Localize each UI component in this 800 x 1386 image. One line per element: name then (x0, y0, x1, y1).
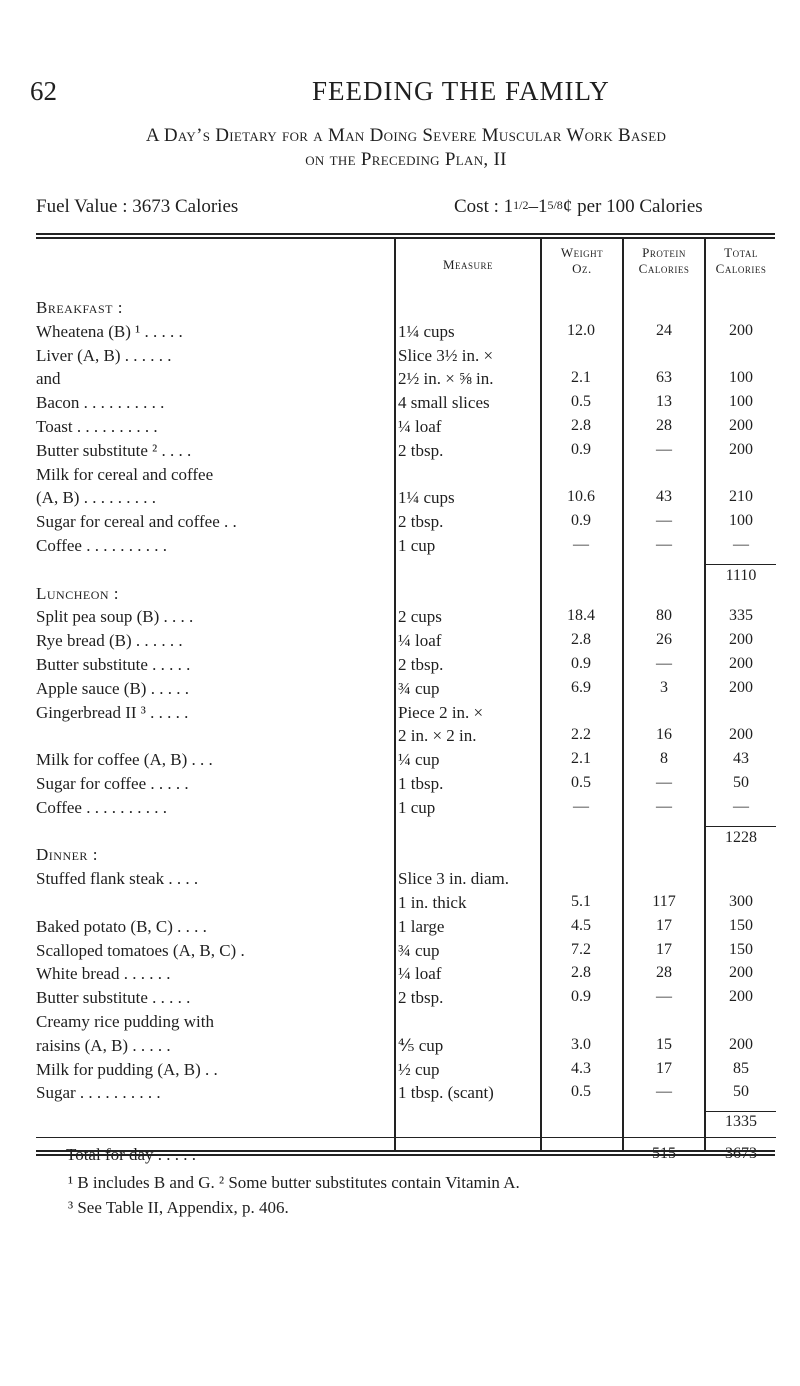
total-cell: 43 (733, 750, 749, 768)
food-item: Milk for cereal and coffee (36, 464, 214, 484)
table-row (0, 465, 800, 489)
protein-cell: — (656, 774, 672, 791)
measure-cell: 2 cups (398, 607, 442, 627)
weight-cell: — (573, 536, 589, 553)
page-header (0, 0, 800, 120)
weight-cell: 0.5 (571, 774, 591, 791)
table-row (0, 726, 800, 750)
total-cell: 200 (729, 964, 753, 982)
total-cell: 100 (729, 393, 753, 411)
table-row (0, 346, 800, 370)
total-cell: 200 (729, 1035, 753, 1053)
measure-cell: 4 small slices (398, 393, 490, 413)
fuel-value: Fuel Value : 3673 Calories (36, 196, 239, 217)
food-item: Liver (A, B) . . . . . . (36, 345, 172, 365)
cost-fraction-1: 1/2 (513, 198, 529, 212)
protein-cell: 80 (656, 607, 672, 625)
column-header-measure (396, 257, 540, 273)
section-breakfast: Breakfast : (36, 298, 123, 317)
cost-prefix: Cost : 1 (454, 196, 514, 217)
table-row (0, 917, 800, 941)
cost-suffix: ¢ per 100 Calories (562, 196, 703, 217)
protein-cell: 63 (656, 369, 672, 387)
weight-cell: 4.3 (571, 1059, 591, 1077)
table-row (0, 703, 800, 727)
food-item: Scalloped tomatoes (A, B, C) . (36, 940, 245, 960)
subtotal-value: 1228 (725, 828, 757, 846)
total-cell: 200 (729, 631, 753, 649)
protein-cell: 17 (656, 916, 672, 934)
protein-cell: — (656, 512, 672, 530)
table-row (0, 322, 800, 346)
weight-cell: 10.6 (567, 488, 595, 506)
protein-cell: 8 (660, 750, 668, 768)
total-cell: 200 (729, 988, 753, 1006)
weight-cell: 0.5 (571, 1083, 591, 1101)
measure-cell: 1 cup (398, 797, 436, 817)
table-title (36, 124, 776, 172)
weight-cell: 18.4 (567, 607, 595, 625)
weight-cell: 2.8 (571, 417, 591, 434)
page-number: 62 (30, 76, 57, 106)
table-row (0, 631, 800, 655)
total-cell: 300 (729, 893, 753, 910)
total-cell: — (733, 536, 749, 553)
food-item: Sugar . . . . . . . . . . (36, 1083, 161, 1103)
measure-cell: ¼ loaf (398, 964, 442, 984)
table-row (0, 798, 800, 822)
column-header-weight-line-2: Oz. (572, 261, 592, 276)
table-row (0, 441, 800, 465)
measure-cell: 2 in. × 2 in. (398, 726, 477, 746)
weight-cell: 0.5 (571, 393, 591, 411)
table-row (0, 869, 800, 893)
measure-cell: 1 tbsp. (scant) (398, 1083, 494, 1103)
table-row (0, 1036, 800, 1060)
weight-cell: 2.8 (571, 964, 591, 982)
subtotal-rule (706, 826, 776, 827)
weight-cell: 2.1 (571, 369, 591, 387)
food-item: Stuffed flank steak . . . . (36, 869, 199, 889)
measure-cell: ¾ cup (398, 940, 440, 960)
table-top-rule-2 (36, 237, 775, 239)
protein-cell: — (656, 440, 672, 458)
table-row (0, 893, 800, 917)
protein-cell: 26 (656, 631, 672, 649)
weight-cell: 6.9 (571, 678, 591, 696)
food-item: Butter substitute . . . . . (36, 655, 191, 674)
total-cell: 50 (733, 1083, 749, 1101)
weight-cell: 0.9 (571, 512, 591, 530)
day-total-row (0, 1145, 800, 1169)
measure-cell: 2½ in. × ⅝ in. (398, 369, 494, 389)
food-item: White bread . . . . . . (36, 964, 171, 984)
total-cell: 335 (729, 607, 753, 625)
total-cell: 210 (729, 488, 753, 506)
food-item: Sugar for cereal and coffee . . (36, 512, 237, 532)
table-row (0, 417, 800, 441)
column-header-weight-line-1: Weight (560, 245, 604, 260)
protein-cell: 17 (656, 940, 672, 958)
column-header-measure-label: Measure (442, 257, 494, 272)
total-cell: 200 (729, 678, 753, 696)
subtotal-value: 1110 (725, 566, 757, 584)
table-row (0, 1083, 800, 1107)
total-cell: 100 (729, 512, 753, 530)
cost-fraction-2: 5/8 (547, 198, 563, 212)
weight-cell: 3.0 (571, 1035, 591, 1053)
weight-cell: 7.2 (571, 940, 591, 958)
measure-cell: ¼ cup (398, 750, 440, 770)
weight-cell: 4.5 (571, 916, 591, 934)
food-item: Apple sauce (B) . . . . . (36, 678, 189, 698)
table-row (0, 964, 800, 988)
protein-cell: 28 (656, 964, 672, 982)
weight-cell: 12.0 (567, 321, 595, 339)
column-header-total (706, 245, 776, 277)
day-total-protein: 515 (652, 1145, 676, 1163)
total-cell: 150 (729, 916, 753, 934)
food-item: Toast . . . . . . . . . . (36, 417, 158, 436)
total-cell: 200 (729, 655, 753, 672)
subtotal-rule (706, 564, 776, 565)
total-cell: — (733, 797, 749, 815)
measure-cell: Slice 3 in. diam. (398, 869, 509, 889)
table-row (0, 655, 800, 679)
measure-cell: ¼ loaf (398, 417, 442, 436)
measure-cell: 1 large (398, 916, 445, 936)
food-item: Gingerbread II ³ . . . . . (36, 702, 189, 722)
protein-cell: — (656, 536, 672, 553)
table-row (0, 1012, 800, 1036)
column-header-protein-line-1: Protein (642, 245, 686, 260)
protein-cell: 3 (660, 678, 668, 696)
total-rule (36, 1137, 776, 1138)
measure-cell: 1¼ cups (398, 488, 455, 508)
table-row (0, 1060, 800, 1084)
subtotal-row (0, 829, 800, 853)
protein-cell: 16 (656, 726, 672, 744)
cost-value (454, 196, 703, 218)
table-row (0, 369, 800, 393)
total-cell: 100 (729, 369, 753, 387)
protein-cell: 43 (656, 488, 672, 506)
protein-cell: 117 (652, 893, 676, 910)
food-item: (A, B) . . . . . . . . . (36, 488, 156, 508)
day-total-label: Total for day . . . . . (66, 1145, 197, 1165)
food-item: Creamy rice pudding with (36, 1012, 214, 1031)
section-luncheon: Luncheon : (36, 583, 120, 603)
table-row (0, 607, 800, 631)
food-item: Butter substitute . . . . . (36, 988, 191, 1008)
food-item: raisins (A, B) . . . . . (36, 1035, 171, 1055)
food-item: Baked potato (B, C) . . . . (36, 916, 207, 936)
table-top-rule (36, 233, 775, 235)
section-dinner: Dinner : (36, 845, 98, 865)
total-cell: 150 (729, 940, 753, 958)
food-item: Coffee . . . . . . . . . . (36, 797, 167, 817)
total-cell: 200 (729, 321, 753, 339)
subtotal-value: 1335 (725, 1113, 757, 1131)
weight-cell: 2.8 (571, 631, 591, 649)
column-header-total-line-1: Total (724, 245, 758, 260)
subtotal-row (0, 567, 800, 591)
measure-cell: 2 tbsp. (398, 988, 444, 1008)
measure-cell: 1¼ cups (398, 321, 455, 341)
total-cell: 85 (733, 1059, 749, 1077)
protein-cell: — (656, 1083, 672, 1101)
weight-cell: 0.9 (571, 440, 591, 458)
total-cell: 200 (729, 417, 753, 434)
column-header-protein-line-2: Calories (638, 261, 690, 276)
weight-cell: 0.9 (571, 655, 591, 672)
measure-cell: 1 tbsp. (398, 774, 444, 793)
table-row (0, 393, 800, 417)
food-item: Milk for coffee (A, B) . . . (36, 750, 213, 770)
column-header-protein (624, 245, 704, 277)
protein-cell: — (656, 655, 672, 672)
protein-cell: 15 (656, 1035, 672, 1053)
table-title-line-1: A Day’s Dietary for a Man Doing Severe Muscular Work Based (145, 125, 667, 146)
cost-dash: –1 (528, 196, 548, 217)
table-row (0, 488, 800, 512)
protein-cell: — (656, 797, 672, 815)
table-row (0, 750, 800, 774)
day-total-calories: 3673 (725, 1145, 757, 1163)
column-header-total-line-2: Calories (715, 261, 767, 276)
weight-cell: 2.2 (571, 726, 591, 744)
table-row (0, 536, 800, 560)
food-item: and (36, 369, 61, 389)
table-title-line-2: on the Preceding Plan, II (305, 149, 507, 170)
measure-cell: 2 tbsp. (398, 512, 444, 532)
protein-cell: 28 (656, 417, 672, 434)
food-item: Butter substitute ² . . . . (36, 440, 192, 460)
food-item: Milk for pudding (A, B) . . (36, 1059, 218, 1079)
subtotal-row (0, 1113, 800, 1137)
total-cell: 200 (729, 440, 753, 458)
footnote-line-1: ¹ B includes B and G. ² Some butter substitutes contain Vitamin A. (68, 1173, 520, 1192)
food-item: Sugar for coffee . . . . . (36, 774, 189, 793)
table-row (0, 679, 800, 703)
measure-cell: 1 in. thick (398, 893, 467, 912)
table-row (0, 512, 800, 536)
table-row (0, 941, 800, 965)
running-title: FEEDING THE FAMILY (312, 76, 610, 106)
table-row (0, 988, 800, 1012)
food-item: Wheatena (B) ¹ . . . . . (36, 321, 183, 341)
weight-cell: 5.1 (571, 893, 591, 910)
weight-cell: 0.9 (571, 988, 591, 1006)
measure-cell: 1 cup (398, 536, 436, 555)
weight-cell: — (573, 797, 589, 815)
measure-cell: ⅘ cup (398, 1035, 444, 1055)
column-header-weight (542, 245, 622, 277)
measure-cell: 2 tbsp. (398, 440, 444, 460)
measure-cell: ½ cup (398, 1059, 440, 1079)
subtotal-rule (706, 1111, 776, 1112)
measure-cell: ¼ loaf (398, 631, 442, 651)
footnote-line-2: ³ See Table II, Appendix, p. 406. (68, 1198, 289, 1217)
measure-cell: ¾ cup (398, 678, 440, 698)
food-item: Split pea soup (B) . . . . (36, 607, 194, 627)
table-row (0, 774, 800, 798)
food-item: Coffee . . . . . . . . . . (36, 536, 167, 555)
measure-cell: 2 tbsp. (398, 655, 444, 674)
total-cell: 50 (733, 774, 749, 791)
protein-cell: 17 (656, 1059, 672, 1077)
weight-cell: 2.1 (571, 750, 591, 768)
protein-cell: 13 (656, 393, 672, 411)
measure-cell: Piece 2 in. × (398, 702, 484, 722)
food-item: Bacon . . . . . . . . . . (36, 393, 165, 413)
protein-cell: — (656, 988, 672, 1006)
food-item: Rye bread (B) . . . . . . (36, 631, 183, 651)
protein-cell: 24 (656, 321, 672, 339)
total-cell: 200 (729, 726, 753, 744)
measure-cell: Slice 3½ in. × (398, 345, 494, 365)
